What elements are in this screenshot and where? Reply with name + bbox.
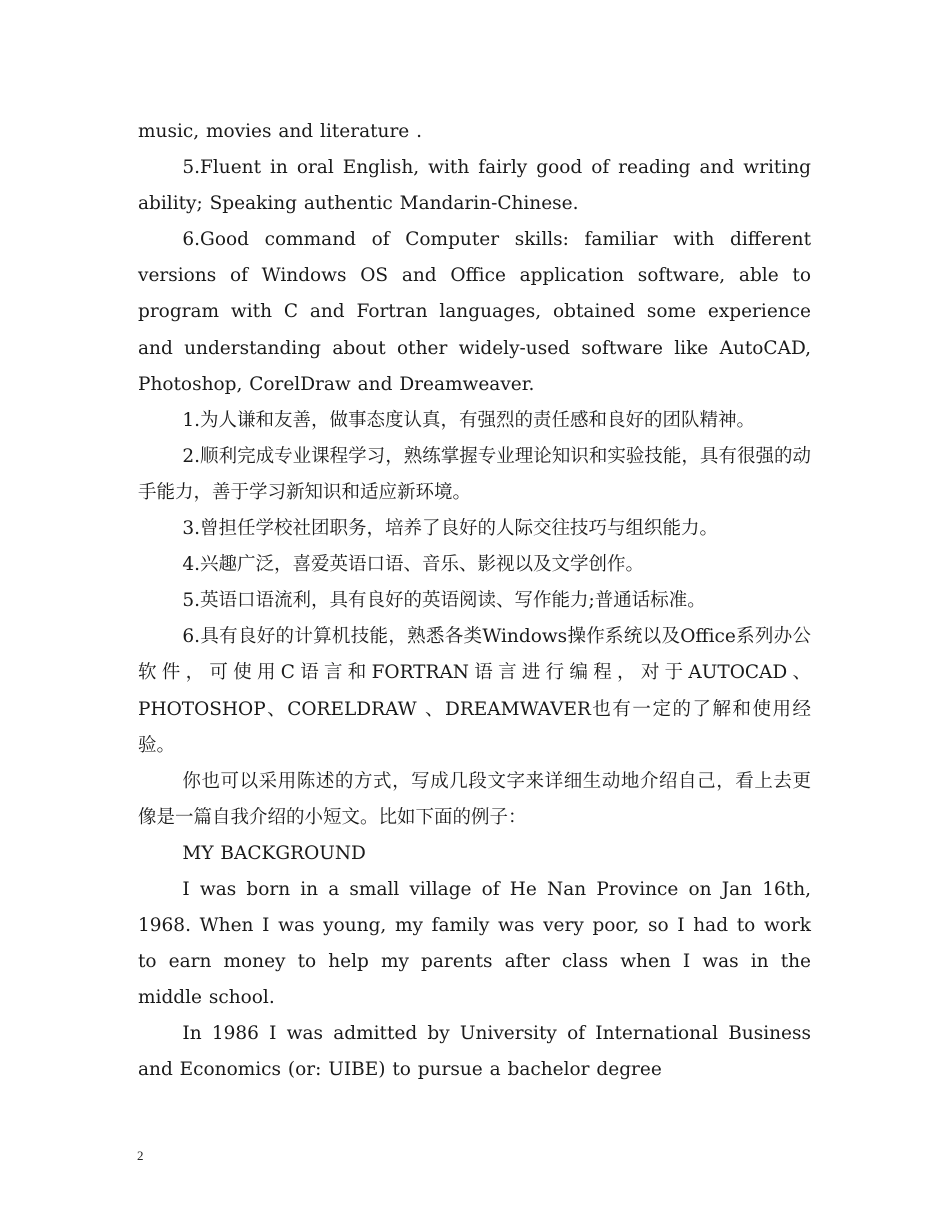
paragraph-chinese-4: 4.兴趣广泛，喜爱英语口语、音乐、影视以及文学创作。	[182, 554, 645, 576]
paragraph-chinese-1: 1.为人谦和友善，做事态度认真，有强烈的责任感和良好的团队精神。	[182, 409, 756, 431]
paragraph-english-6: 6.Good command of Computer skills: familiar with different versions of Windows OS and Office application software, able to program with C and Fortran languages, obtained some experience and understanding about other widely-used software like AutoCAD, Photoshop, CorelDraw and Dreamweaver.	[138, 229, 811, 395]
document-body	[138, 114, 811, 1089]
paragraph-chinese-6: 6.具有良好的计算机技能，熟悉各类Windows操作系统以及Office系列办公软件，可使用C语言和FORTRAN语言进行编程，对于AUTOCAD、PHOTOSHOP、CORELDRAW 、DREAMWAVER也有一定的了解和使用经验。	[138, 626, 811, 756]
paragraph-intro-note: 你也可以采用陈述的方式，写成几段文字来详细生动地介绍自己，看上去更像是一篇自我介绍的小短文。比如下面的例子：	[138, 770, 811, 828]
paragraph-background-1: I was born in a small village of He Nan Province on Jan 16th, 1968. When I was young, my family was very poor, so I had to work to earn money to help my parents after class when I was in the middle school.	[138, 878, 811, 1009]
paragraph-background-2: In 1986 I was admitted by University of International Business and Economics (or: UIBE) to pursue a bachelor degree	[138, 1023, 811, 1081]
paragraph-chinese-3: 3.曾担任学校社团职务，培养了良好的人际交往技巧与组织能力。	[182, 518, 719, 540]
paragraph-chinese-5: 5.英语口语流利，具有良好的英语阅读、写作能力;普通话标准。	[182, 590, 706, 612]
paragraph-english-5: 5.Fluent in oral English, with fairly good of reading and writing ability; Speaking authentic Mandarin-Chinese.	[138, 157, 811, 215]
section-heading-background: MY BACKGROUND	[182, 842, 366, 864]
page-number: 2	[137, 1148, 144, 1163]
paragraph-hobbies-continued: music, movies and literature .	[138, 121, 423, 142]
paragraph-chinese-2: 2.顺利完成专业课程学习，熟练掌握专业理论知识和实验技能，具有很强的动手能力，善于学习新知识和适应新环境。	[138, 445, 811, 503]
